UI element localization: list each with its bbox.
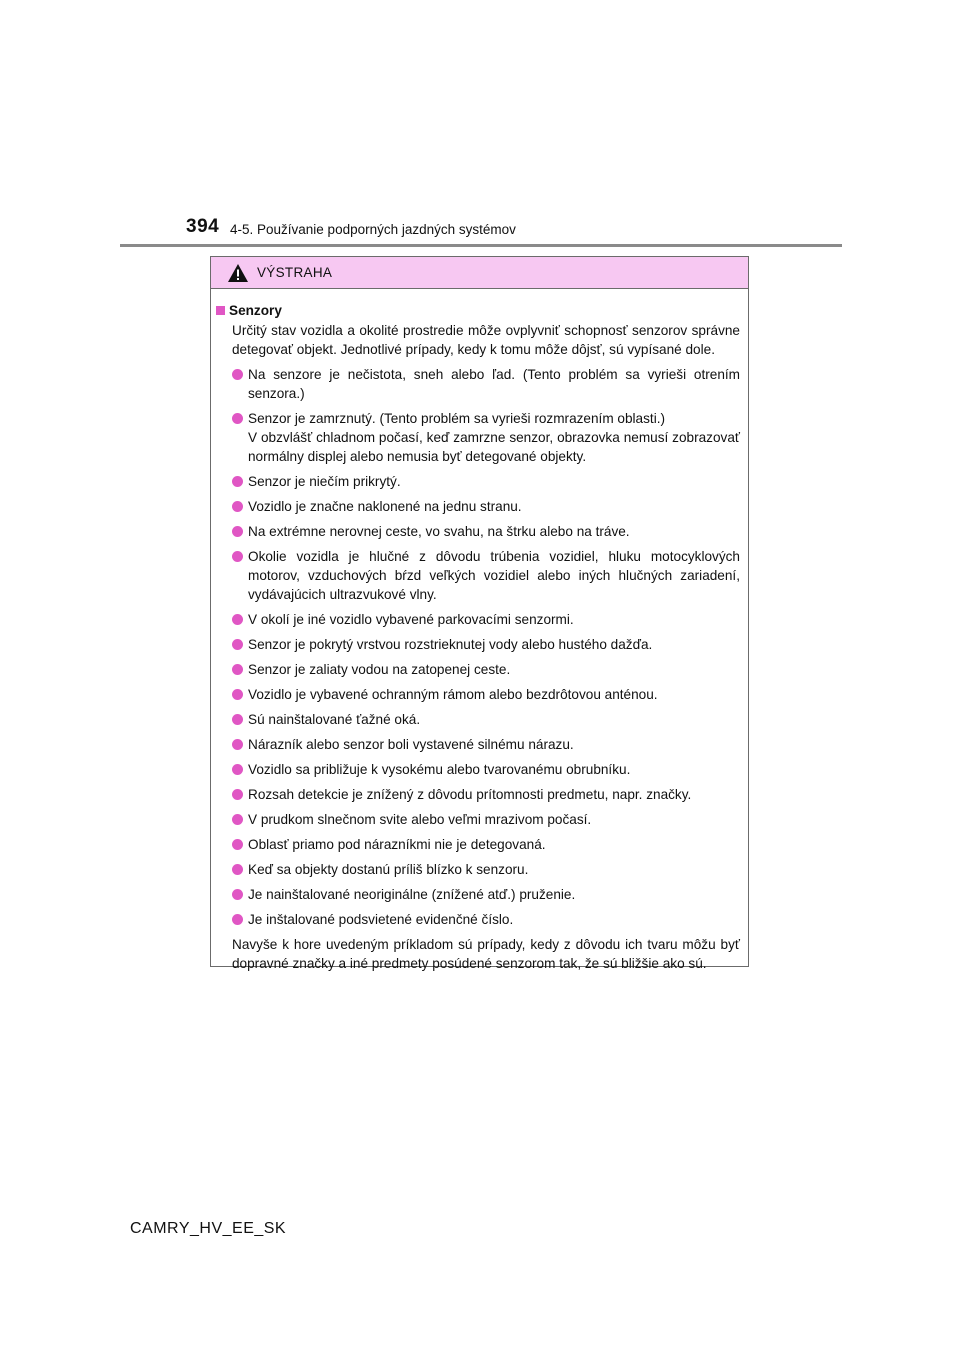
round-bullet-icon — [232, 664, 243, 675]
round-bullet-icon — [232, 551, 243, 562]
round-bullet-icon — [232, 864, 243, 875]
topic-title: Senzory — [229, 303, 282, 318]
list-item-text: Je nainštalované neoriginálne (znížené atď.) pruženie. — [248, 887, 576, 902]
list-item — [216, 635, 740, 654]
list-item — [216, 860, 740, 879]
list-item-text: Okolie vozidla je hlučné z dôvodu trúbenia vozidiel, hluku motocyklových motorov, vzduchových bŕzd veľkých vozidiel alebo iných hlučných zariadení, vydávajúcich ultrazvukové vlny. — [248, 549, 740, 602]
list-item-text: Na senzore je nečistota, sneh alebo ľad. (Tento problém sa vyrieši otrením senzora.) — [248, 367, 740, 401]
list-item — [216, 735, 740, 754]
list-item — [216, 610, 740, 629]
list-item — [216, 835, 740, 854]
closing-paragraph: Navyše k hore uvedeným príkladom sú prípady, kedy z dôvodu ich tvaru môžu byť dopravné značky a iné predmety posúdené senzorom tak, že sú bližšie ako sú. — [232, 937, 740, 971]
list-item-text: Senzor je zamrznutý. (Tento problém sa vyrieši rozmrazením oblasti.) V obzvlášť chladnom počasí, keď zamrzne senzor, obrazovka nemusí zobrazovať normálny displej alebo nemusia byť detegované objekty. — [248, 411, 740, 464]
topic-heading — [216, 301, 740, 320]
list-item — [216, 547, 740, 604]
warning-header — [211, 257, 748, 289]
list-item-text: Keď sa objekty dostanú príliš blízko k senzoru. — [248, 862, 529, 877]
list-item-text: Senzor je niečím prikrytý. — [248, 474, 401, 489]
round-bullet-icon — [232, 814, 243, 825]
round-bullet-icon — [232, 739, 243, 750]
list-item — [216, 685, 740, 704]
round-bullet-icon — [232, 889, 243, 900]
square-bullet-icon — [216, 306, 225, 315]
warning-body — [211, 289, 748, 973]
section-title: 4-5. Používanie podporných jazdných systémov — [230, 222, 516, 237]
round-bullet-icon — [232, 501, 243, 512]
list-item — [216, 472, 740, 491]
list-item — [216, 810, 740, 829]
round-bullet-icon — [232, 689, 243, 700]
list-item — [216, 710, 740, 729]
list-item-text: Vozidlo je vybavené ochranným rámom alebo bezdrôtovou anténou. — [248, 687, 658, 702]
round-bullet-icon — [232, 369, 243, 380]
list-item — [216, 365, 740, 403]
footer-code: CAMRY_HV_EE_SK — [130, 1220, 287, 1237]
round-bullet-icon — [232, 476, 243, 487]
list-item-text: V prudkom slnečnom svite alebo veľmi mrazivom počasí. — [248, 812, 592, 827]
list-item-text: Oblasť priamo pod nárazníkmi nie je detegovaná. — [248, 837, 546, 852]
round-bullet-icon — [232, 614, 243, 625]
round-bullet-icon — [232, 413, 243, 424]
list-item — [216, 660, 740, 679]
list-item-text: Senzor je pokrytý vrstvou rozstrieknutej vody alebo hustého dažďa. — [248, 637, 653, 652]
round-bullet-icon — [232, 526, 243, 537]
list-item — [216, 885, 740, 904]
bullet-list — [216, 365, 740, 929]
list-item — [216, 760, 740, 779]
list-item — [216, 497, 740, 516]
page-number: 394 — [186, 216, 220, 237]
list-item-text: Rozsah detekcie je znížený z dôvodu prítomnosti predmetu, napr. značky. — [248, 787, 692, 802]
list-item — [216, 785, 740, 804]
round-bullet-icon — [232, 714, 243, 725]
round-bullet-icon — [232, 839, 243, 850]
list-item-text: Vozidlo je značne naklonené na jednu stranu. — [248, 499, 522, 514]
warning-box — [210, 256, 749, 971]
warning-label: VÝSTRAHA — [257, 265, 333, 280]
intro-paragraph: Určitý stav vozidla a okolité prostredie môže ovplyvniť schopnosť senzorov správne detegovať objekt. Jednotlivé prípady, kedy k tomu môže dôjsť, sú vypísané dole. — [232, 323, 740, 357]
list-item-text: Sú nainštalované ťažné oká. — [248, 712, 421, 727]
round-bullet-icon — [232, 639, 243, 650]
list-item — [216, 910, 740, 929]
list-item-text: V okolí je iné vozidlo vybavené parkovacími senzormi. — [248, 612, 574, 627]
list-item-text: Vozidlo sa približuje k vysokému alebo tvarovanému obrubníku. — [248, 762, 631, 777]
round-bullet-icon — [232, 914, 243, 925]
round-bullet-icon — [232, 789, 243, 800]
list-item-text: Senzor je zaliaty vodou na zatopenej ceste. — [248, 662, 511, 677]
list-item — [216, 522, 740, 541]
list-item-text: Nárazník alebo senzor boli vystavené silnému nárazu. — [248, 737, 574, 752]
warning-triangle-icon — [227, 263, 249, 283]
header-divider — [120, 244, 842, 247]
round-bullet-icon — [232, 764, 243, 775]
list-item-text: Na extrémne nerovnej ceste, vo svahu, na štrku alebo na tráve. — [248, 524, 630, 539]
list-item-text: Je inštalované podsvietené evidenčné číslo. — [248, 912, 514, 927]
list-item — [216, 409, 740, 466]
